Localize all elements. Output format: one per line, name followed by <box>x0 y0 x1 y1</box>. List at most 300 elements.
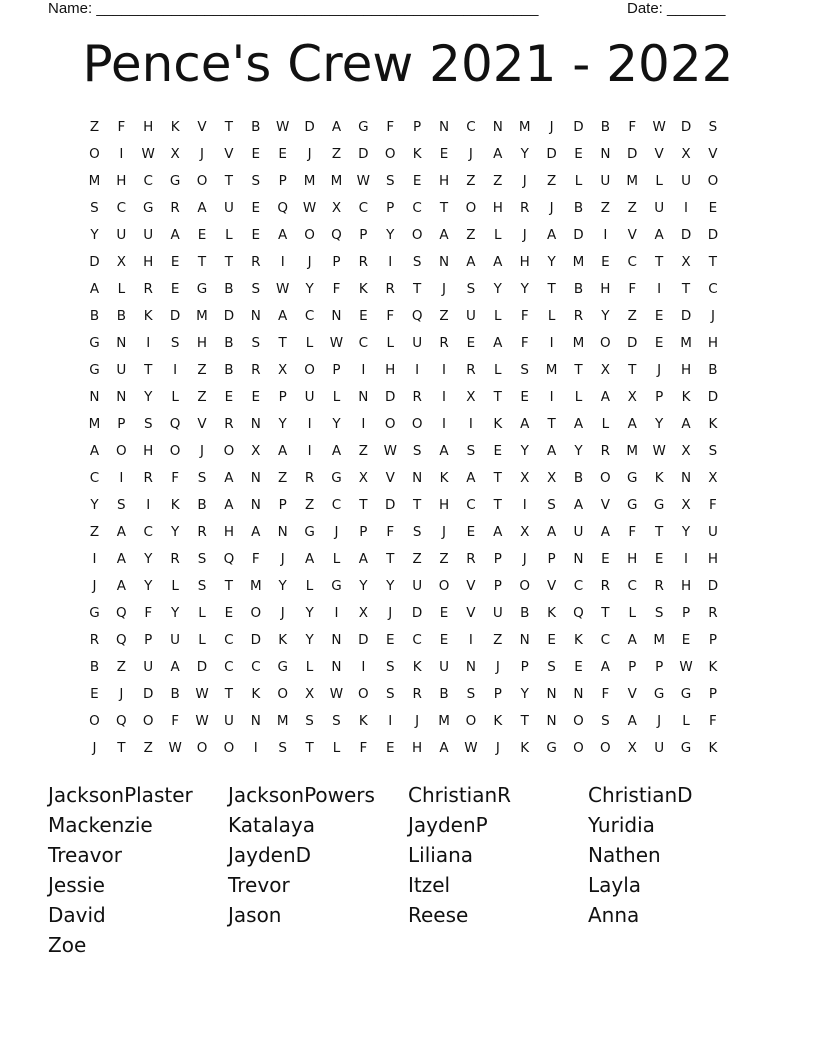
grid-letter: O <box>223 739 235 756</box>
grid-letter: Y <box>359 577 368 594</box>
grid-letter: K <box>143 307 153 324</box>
grid-row <box>81 545 726 572</box>
word-list-item: Layla <box>588 873 642 897</box>
grid-letter: M <box>572 253 585 270</box>
grid-letter: A <box>170 658 180 675</box>
grid-letter: A <box>493 145 503 162</box>
grid-letter: Y <box>520 145 529 162</box>
grid-letter: G <box>89 334 100 351</box>
grid-letter: U <box>223 712 234 729</box>
grid-letter: V <box>708 145 718 162</box>
grid-row <box>81 707 726 734</box>
grid-letter: K <box>547 604 557 621</box>
grid-letter: T <box>224 172 234 189</box>
grid-letter: V <box>197 415 207 432</box>
grid-letter: M <box>545 361 558 378</box>
grid-letter: P <box>493 685 502 702</box>
grid-letter: Z <box>493 631 503 648</box>
grid-letter: D <box>358 145 369 162</box>
grid-letter: J <box>710 307 715 324</box>
grid-letter: N <box>89 388 100 405</box>
grid-letter: B <box>197 496 207 513</box>
grid-letter: I <box>92 550 97 567</box>
grid-letter: Q <box>331 226 342 243</box>
grid-letter: S <box>278 739 287 756</box>
grid-letter: F <box>386 523 395 540</box>
grid-letter: A <box>627 712 637 729</box>
grid-letter: X <box>304 685 315 702</box>
grid-letter: N <box>331 658 342 675</box>
grid-letter: Z <box>358 442 368 459</box>
grid-letter: D <box>89 253 100 270</box>
grid-letter: T <box>413 280 422 297</box>
grid-letter: P <box>117 415 126 432</box>
grid-letter: T <box>681 280 691 297</box>
grid-letter: V <box>600 496 610 513</box>
grid-letter: U <box>439 658 449 675</box>
grid-letter: U <box>116 226 127 243</box>
grid-letter: M <box>626 172 639 189</box>
grid-letter: J <box>92 577 97 594</box>
grid-letter: S <box>412 523 422 540</box>
grid-letter: E <box>520 388 529 405</box>
grid-letter: N <box>680 469 692 486</box>
grid-letter: N <box>250 415 261 432</box>
grid-letter: J <box>495 658 500 675</box>
grid-row <box>81 113 726 140</box>
grid-letter: L <box>494 307 502 324</box>
grid-letter: U <box>412 577 423 594</box>
grid-letter: U <box>681 172 691 189</box>
grid-letter: N <box>331 307 342 324</box>
name-field-line: Name: _____________________________________________________ <box>48 0 539 17</box>
grid-letter: O <box>250 604 262 621</box>
grid-letter: M <box>330 172 343 189</box>
grid-letter: F <box>386 307 395 324</box>
grid-letter: X <box>627 739 637 756</box>
grid-letter: N <box>546 685 557 702</box>
grid-letter: D <box>573 226 584 243</box>
word-list-item: Itzel <box>408 873 451 897</box>
grid-letter: A <box>89 280 100 297</box>
grid-row <box>81 329 726 356</box>
grid-letter: H <box>680 361 692 378</box>
grid-letter: E <box>170 253 180 270</box>
grid-letter: G <box>277 658 288 675</box>
grid-letter: O <box>411 226 423 243</box>
grid-letter: S <box>466 280 476 297</box>
grid-letter: R <box>600 577 611 594</box>
grid-letter: T <box>413 496 422 513</box>
grid-letter: T <box>224 577 234 594</box>
grid-letter: X <box>170 145 180 162</box>
grid-letter: A <box>546 523 557 540</box>
grid-letter: N <box>438 118 450 135</box>
grid-letter: T <box>224 253 234 270</box>
grid-letter: I <box>361 658 366 675</box>
grid-letter: C <box>573 577 584 594</box>
grid-letter: J <box>549 118 554 135</box>
grid-letter: G <box>331 469 342 486</box>
grid-letter: S <box>305 712 314 729</box>
grid-letter: S <box>385 685 395 702</box>
grid-letter: A <box>116 577 126 594</box>
grid-letter: D <box>385 496 396 513</box>
grid-letter: D <box>680 118 692 135</box>
grid-letter: O <box>411 415 423 432</box>
grid-letter: O <box>304 226 315 243</box>
grid-letter: O <box>384 145 396 162</box>
page-title: Pence's Crew 2021 - 2022 <box>82 35 734 93</box>
grid-letter: J <box>200 145 204 162</box>
word-list-item: Nathen <box>588 843 661 867</box>
grid-letter: B <box>170 685 180 702</box>
grid-letter: J <box>307 145 312 162</box>
grid-letter: T <box>278 334 287 351</box>
grid-letter: F <box>332 280 341 297</box>
grid-letter: O <box>277 685 288 702</box>
grid-letter: T <box>708 253 718 270</box>
grid-letter: X <box>520 523 530 540</box>
grid-letter: S <box>197 550 207 567</box>
word-list-item: ChristianR <box>408 783 512 807</box>
grid-letter: L <box>547 307 556 324</box>
grid-letter: D <box>196 658 208 675</box>
grid-letter: H <box>492 199 503 216</box>
grid-letter: O <box>169 442 181 459</box>
grid-letter: K <box>412 658 422 675</box>
grid-letter: Y <box>90 226 99 243</box>
grid-letter: S <box>170 334 180 351</box>
grid-letter: E <box>654 550 664 567</box>
grid-letter: A <box>439 442 449 459</box>
grid-letter: A <box>493 253 503 270</box>
grid-letter: M <box>303 172 316 189</box>
grid-letter: W <box>679 658 693 675</box>
word-list-item: Reese <box>408 903 469 927</box>
grid-letter: P <box>278 172 287 189</box>
grid-letter: I <box>388 253 393 270</box>
grid-letter: A <box>654 226 664 243</box>
grid-letter: Q <box>223 550 235 567</box>
grid-letter: W <box>276 280 290 297</box>
grid-letter: H <box>143 118 154 135</box>
grid-letter: U <box>143 226 154 243</box>
grid-letter: P <box>278 388 287 405</box>
grid-letter: N <box>600 145 611 162</box>
grid-letter: I <box>146 334 151 351</box>
grid-letter: J <box>522 550 527 567</box>
grid-letter: I <box>307 442 312 459</box>
grid-letter: F <box>117 118 126 135</box>
grid-letter: L <box>386 334 394 351</box>
grid-letter: X <box>278 361 288 378</box>
grid-letter: E <box>439 604 449 621</box>
word-list-item: JacksonPowers <box>228 783 375 807</box>
grid-letter: O <box>196 172 208 189</box>
grid-letter: E <box>654 334 664 351</box>
grid-letter: H <box>707 334 718 351</box>
grid-letter: O <box>573 739 584 756</box>
grid-letter: Y <box>681 523 691 540</box>
grid-letter: N <box>277 523 288 540</box>
grid-letter: C <box>224 658 234 675</box>
grid-letter: P <box>655 388 664 405</box>
grid-letter: N <box>492 118 503 135</box>
grid-letter: S <box>466 442 476 459</box>
grid-letter: Y <box>305 604 314 621</box>
grid-letter: T <box>655 253 664 270</box>
grid-letter: X <box>331 199 342 216</box>
grid-letter: V <box>546 577 557 594</box>
grid-letter: S <box>412 253 422 270</box>
grid-letter: O <box>465 199 477 216</box>
grid-letter: Z <box>331 145 342 162</box>
grid-letter: H <box>519 253 530 270</box>
grid-letter: X <box>708 469 718 486</box>
grid-letter: C <box>600 631 611 648</box>
grid-letter: H <box>116 172 127 189</box>
grid-letter: T <box>493 496 502 513</box>
grid-letter: K <box>493 712 503 729</box>
grid-row <box>81 167 726 194</box>
grid-letter: B <box>116 307 126 324</box>
grid-letter: O <box>600 334 611 351</box>
grid-letter: S <box>466 685 476 702</box>
grid-letter: Y <box>386 226 395 243</box>
grid-letter: R <box>224 415 234 432</box>
grid-letter: D <box>707 577 719 594</box>
grid-letter: P <box>493 577 502 594</box>
grid-letter: A <box>466 253 476 270</box>
grid-letter: S <box>385 658 395 675</box>
grid-letter: O <box>707 172 719 189</box>
grid-letter: A <box>278 226 288 243</box>
grid-letter: J <box>522 172 527 189</box>
grid-letter: O <box>519 577 531 594</box>
grid-letter: G <box>142 199 154 216</box>
date-field-line: Date: _______ <box>627 0 726 17</box>
grid-letter: Q <box>116 604 127 621</box>
grid-letter: L <box>225 226 233 243</box>
grid-letter: V <box>466 604 476 621</box>
grid-letter: Z <box>304 496 315 513</box>
grid-letter: P <box>359 226 368 243</box>
grid-letter: T <box>144 361 153 378</box>
grid-letter: M <box>276 712 289 729</box>
grid-letter: B <box>573 469 584 486</box>
grid-letter: E <box>385 739 395 756</box>
grid-letter: I <box>119 145 124 162</box>
grid-letter: F <box>628 118 637 135</box>
grid-letter: O <box>438 577 450 594</box>
grid-letter: Z <box>116 658 126 675</box>
grid-letter: P <box>493 550 502 567</box>
grid-letter: F <box>628 523 637 540</box>
grid-letter: A <box>600 523 610 540</box>
grid-row <box>81 437 726 464</box>
grid-letter: G <box>546 739 557 756</box>
grid-letter: F <box>709 496 717 513</box>
grid-letter: L <box>601 415 610 432</box>
grid-letter: V <box>197 118 207 135</box>
grid-letter: Y <box>655 415 664 432</box>
grid-letter: L <box>117 280 126 297</box>
grid-letter: O <box>600 739 611 756</box>
grid-letter: E <box>197 226 207 243</box>
grid-letter: R <box>143 280 153 297</box>
grid-letter: N <box>438 253 450 270</box>
grid-letter: A <box>546 226 557 243</box>
grid-letter: I <box>388 712 393 729</box>
grid-letter: T <box>386 550 395 567</box>
word-list-item: Katalaya <box>228 813 316 837</box>
grid-letter: F <box>628 280 637 297</box>
grid-letter: S <box>412 442 422 459</box>
grid-letter: Y <box>278 415 287 432</box>
grid-letter: L <box>171 388 179 405</box>
grid-letter: N <box>412 469 423 486</box>
grid-letter: B <box>708 361 718 378</box>
grid-letter: S <box>251 172 261 189</box>
grid-letter: E <box>412 172 422 189</box>
grid-letter: L <box>332 550 341 567</box>
grid-letter: E <box>251 199 261 216</box>
grid-letter: S <box>708 118 718 135</box>
grid-letter: D <box>358 631 369 648</box>
grid-letter: M <box>653 631 665 648</box>
grid-letter: H <box>223 523 234 540</box>
grid-letter: A <box>278 307 288 324</box>
grid-letter: F <box>251 550 260 567</box>
grid-letter: N <box>250 469 261 486</box>
grid-letter: D <box>304 118 315 135</box>
grid-letter: L <box>198 604 206 621</box>
grid-letter: T <box>547 415 556 432</box>
grid-letter: E <box>681 631 691 648</box>
grid-letter: Y <box>144 577 153 594</box>
grid-letter: I <box>119 469 124 486</box>
grid-letter: A <box>600 388 610 405</box>
grid-letter: F <box>171 469 179 486</box>
grid-letter: U <box>654 739 665 756</box>
grid-row <box>81 626 726 653</box>
grid-row <box>81 464 726 491</box>
grid-letter: W <box>464 739 478 756</box>
word-list-item: David <box>48 903 106 927</box>
grid-letter: R <box>654 577 664 594</box>
grid-letter: A <box>197 199 207 216</box>
grid-letter: H <box>412 739 423 756</box>
grid-letter: S <box>332 712 341 729</box>
grid-letter: G <box>304 523 315 540</box>
grid-letter: Y <box>520 685 529 702</box>
grid-letter: A <box>278 442 288 459</box>
grid-letter: G <box>627 469 638 486</box>
grid-letter: W <box>383 442 397 459</box>
grid-letter: L <box>171 577 179 594</box>
grid-letter: A <box>331 118 342 135</box>
grid-letter: E <box>439 631 449 648</box>
grid-letter: R <box>412 388 422 405</box>
grid-letter: W <box>302 199 317 216</box>
grid-letter: K <box>170 118 180 135</box>
grid-letter: I <box>361 415 366 432</box>
grid-letter: Y <box>278 577 287 594</box>
grid-letter: A <box>493 523 503 540</box>
grid-letter: A <box>116 523 126 540</box>
grid-letter: W <box>652 442 666 459</box>
grid-letter: C <box>358 334 369 351</box>
grid-letter: I <box>280 253 285 270</box>
grid-letter: K <box>708 415 718 432</box>
grid-letter: M <box>196 307 208 324</box>
grid-letter: B <box>89 658 100 675</box>
grid-letter: L <box>682 712 690 729</box>
grid-letter: K <box>412 145 422 162</box>
grid-letter: F <box>601 685 610 702</box>
grid-letter: A <box>466 469 476 486</box>
grid-letter: D <box>627 145 638 162</box>
word-list-item: JaydenP <box>408 813 488 837</box>
grid-letter: P <box>144 631 153 648</box>
grid-letter: M <box>518 118 531 135</box>
grid-letter: P <box>708 631 717 648</box>
grid-row <box>81 734 726 761</box>
grid-letter: A <box>170 226 180 243</box>
grid-letter: K <box>170 496 180 513</box>
grid-letter: G <box>680 739 692 756</box>
grid-letter: X <box>681 442 691 459</box>
grid-letter: T <box>197 253 207 270</box>
grid-letter: N <box>250 307 261 324</box>
grid-letter: A <box>600 658 610 675</box>
grid-letter: J <box>415 712 420 729</box>
grid-letter: R <box>466 550 476 567</box>
grid-letter: R <box>600 442 611 459</box>
grid-letter: C <box>331 496 342 513</box>
grid-letter: Y <box>170 523 180 540</box>
grid-letter: L <box>574 388 583 405</box>
grid-letter: I <box>522 496 527 513</box>
grid-letter: S <box>143 415 153 432</box>
grid-letter: E <box>224 604 234 621</box>
grid-letter: A <box>439 739 449 756</box>
grid-letter: Z <box>546 172 557 189</box>
grid-letter: T <box>359 496 368 513</box>
grid-row <box>81 383 726 410</box>
grid-letter: T <box>493 388 502 405</box>
grid-letter: U <box>412 334 423 351</box>
grid-letter: Q <box>573 604 584 621</box>
grid-letter: H <box>196 334 208 351</box>
word-list-item: Mackenzie <box>48 813 153 837</box>
grid-letter: W <box>329 334 344 351</box>
grid-letter: M <box>626 442 639 459</box>
grid-row <box>81 302 726 329</box>
grid-letter: P <box>278 496 287 513</box>
grid-letter: S <box>251 334 261 351</box>
grid-letter: S <box>654 604 664 621</box>
grid-letter: R <box>708 604 718 621</box>
grid-letter: A <box>331 442 342 459</box>
grid-letter: P <box>332 361 341 378</box>
word-list-item: Treavor <box>48 843 122 867</box>
grid-letter: O <box>89 145 100 162</box>
grid-letter: J <box>388 604 393 621</box>
grid-letter: B <box>224 280 234 297</box>
word-list-item: Jason <box>228 903 282 927</box>
